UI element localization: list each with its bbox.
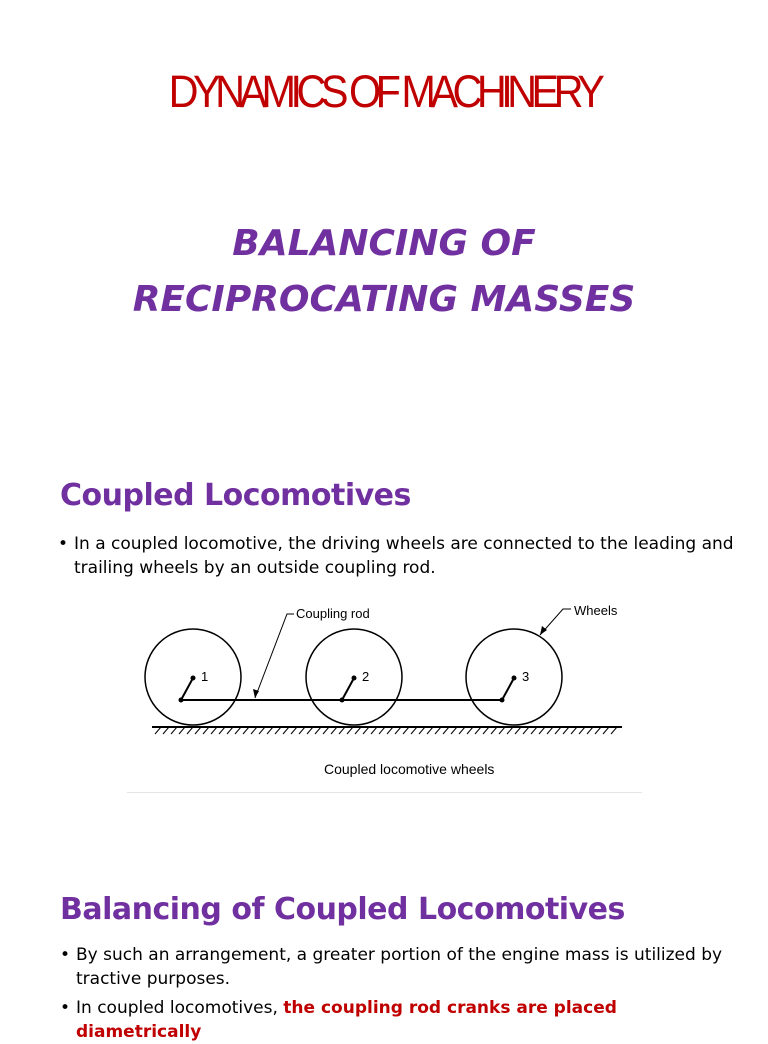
bullet-coupled-locomotive — [58, 532, 738, 580]
coupled-wheels-diagram — [127, 598, 642, 792]
subtitle-line-2: RECIPROCATING MASSES — [132, 279, 636, 320]
wheels-label: Wheels — [574, 603, 618, 618]
wheel-center-1 — [191, 676, 196, 681]
wheel-label-3: 3 — [522, 669, 530, 684]
wheel-center-3 — [512, 676, 517, 681]
wheel-label-2: 2 — [362, 669, 370, 684]
crank-pin-2 — [340, 698, 345, 703]
section-heading-coupled-locomotives: Coupled Locomotives — [60, 478, 411, 513]
coupled-wheels-figure — [127, 598, 642, 793]
bullet-dot: • — [58, 534, 69, 554]
crank-2 — [342, 678, 354, 700]
bullet-dot: • — [60, 998, 71, 1018]
coupling-rod-label: Coupling rod — [296, 606, 370, 621]
crank-1 — [181, 678, 193, 700]
bullet-engine-mass — [60, 943, 740, 991]
bullet-text — [60, 996, 740, 1044]
bullet-highlight: the coupling rod cranks are placed diametrically — [76, 998, 617, 1042]
crank-pin-3 — [500, 698, 505, 703]
bullet-prefix: In coupled locomotives, — [76, 998, 284, 1018]
crank-pin-1 — [179, 698, 184, 703]
bullet-text: By such an arrangement, a greater portion of the engine mass is utilized by tractive purposes. — [76, 945, 723, 989]
section-heading-balancing: Balancing of Coupled Locomotives — [60, 892, 625, 927]
wheels-arrow — [540, 626, 547, 635]
crank-3 — [502, 678, 514, 700]
ground-hatching — [155, 727, 617, 734]
page-title: DYNAMICS OF MACHINERY — [168, 66, 600, 117]
wheel-center-2 — [352, 676, 357, 681]
coupling-rod-leader — [255, 614, 294, 698]
bullet-text: In a coupled locomotive, the driving wheels are connected to the leading and trailing wheels by an outside coupling rod. — [74, 534, 734, 578]
bullet-coupling-rod-cranks — [60, 996, 740, 1044]
bullet-dot: • — [60, 945, 71, 965]
figure-caption: Coupled locomotive wheels — [324, 761, 495, 777]
subtitle-line-1: BALANCING OF — [232, 223, 536, 264]
wheel-label-1: 1 — [201, 669, 209, 684]
